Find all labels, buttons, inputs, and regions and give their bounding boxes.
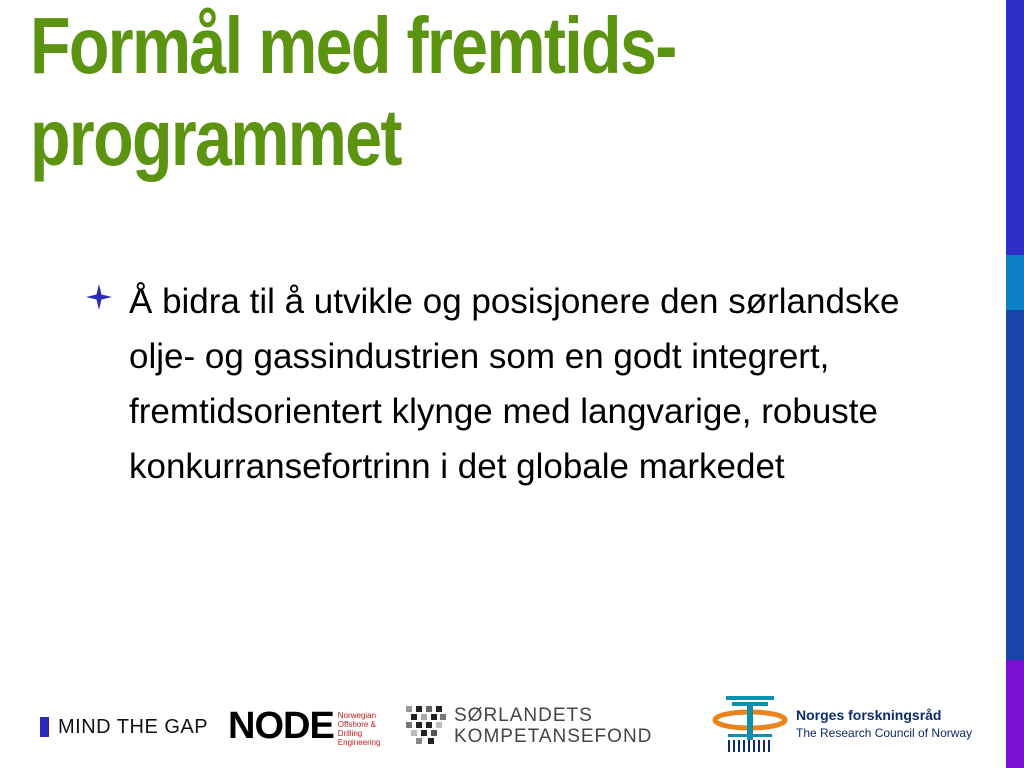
research-council-emblem-icon (712, 694, 788, 754)
forskningsradet-name: Norges forskningsråd (796, 707, 942, 723)
node-logo-word: NODE (228, 705, 334, 747)
bullet-item (84, 274, 944, 494)
footer-logos (0, 690, 1000, 768)
forskningsradet-logo-text (796, 706, 972, 742)
forskningsradet-logo (712, 694, 972, 754)
checker-grid-icon (406, 706, 446, 746)
sorlandets-kompetansefond-logo (406, 705, 652, 747)
sorlandets-logo-line-1: SØRLANDETS (454, 705, 593, 726)
decorative-side-bar (1006, 0, 1024, 768)
node-logo (228, 706, 398, 747)
slide-title-line-1: Formål med fremtids- (30, 1, 676, 90)
sorlandets-logo-line-2: KOMPETANSEFOND (454, 726, 653, 747)
four-point-star-icon (84, 282, 114, 312)
mind-the-gap-text: MIND THE GAP (58, 715, 209, 738)
mind-the-gap-logo (40, 716, 208, 738)
sorlandets-logo-text (454, 705, 652, 747)
mind-the-gap-bar-icon (40, 717, 49, 737)
slide-title (30, 0, 810, 184)
node-logo-tagline: Norwegian Offshore & Drilling Engineering (337, 711, 381, 747)
bullet-text: Å bidra til å utvikle og posisjonere den sørlandske olje- og gassindustrien som en godt integrert, fremtidsorientert klynge med langvarige, robuste konkurransefortrinn i det globale markedet (129, 282, 900, 486)
slide-title-line-2: programmet (30, 93, 401, 182)
forskningsradet-english-name: The Research Council of Norway (796, 726, 973, 740)
